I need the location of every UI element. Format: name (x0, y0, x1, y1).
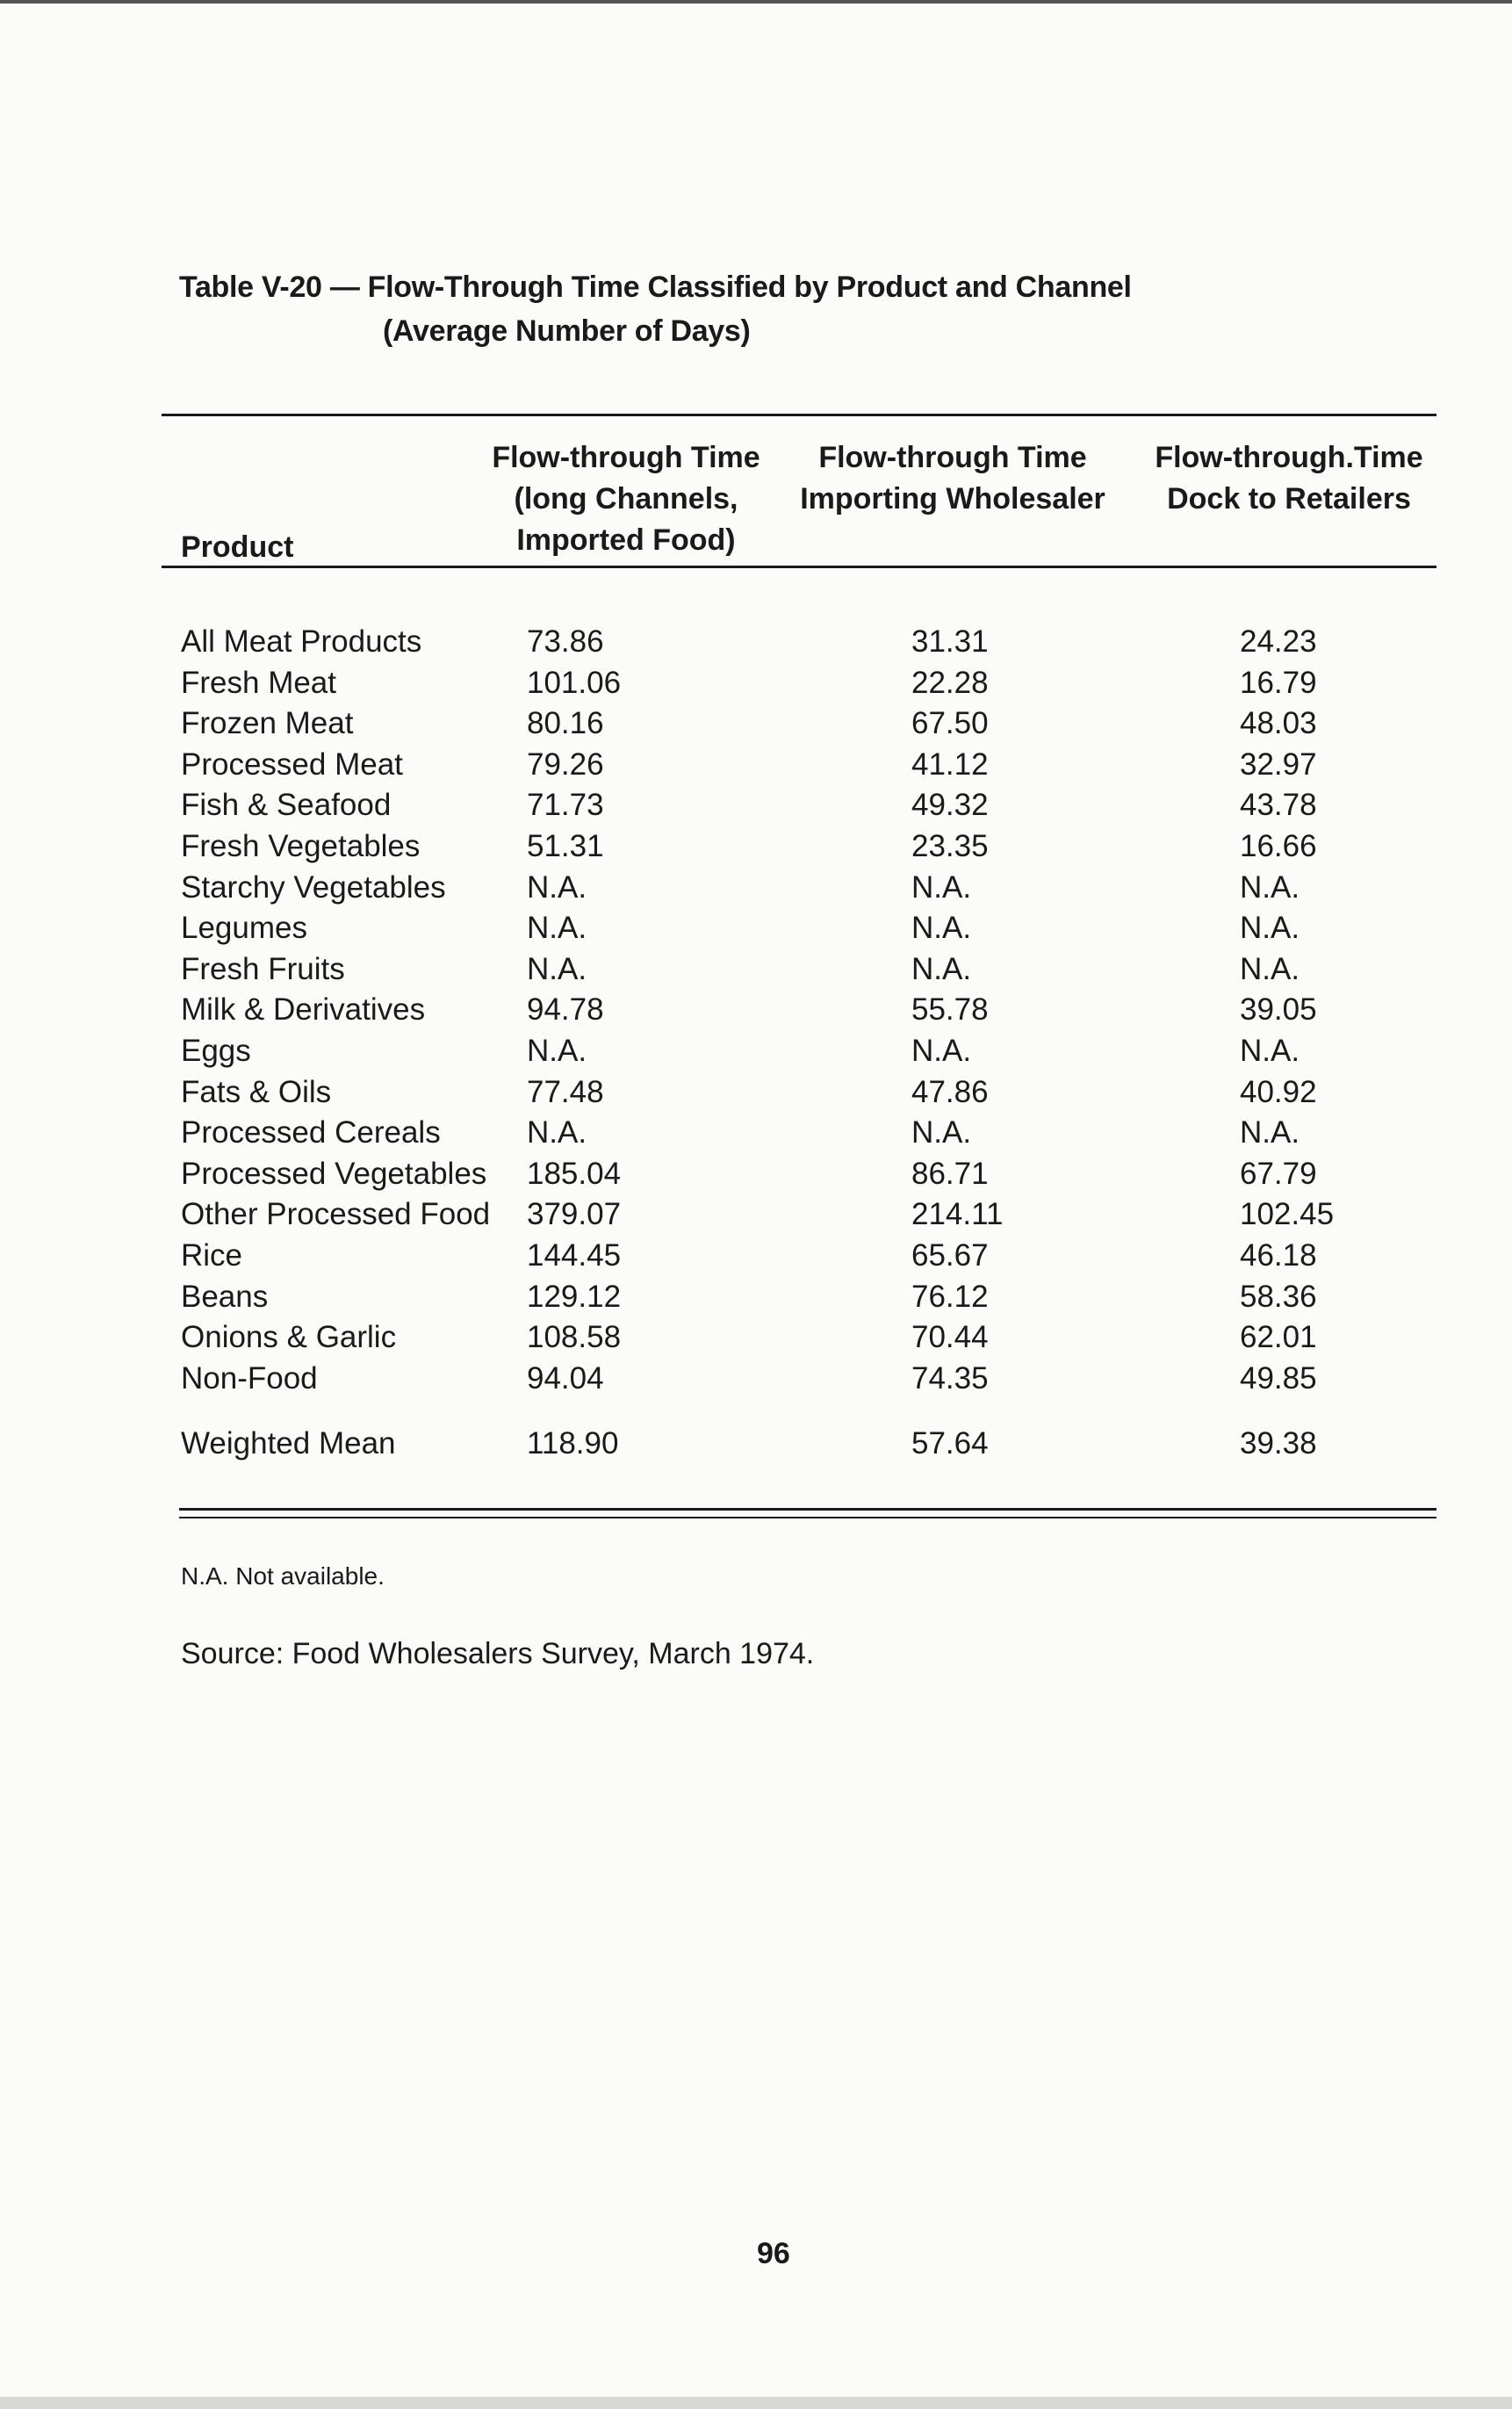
row-importing-wholesaler-value: N.A. (911, 1033, 972, 1068)
row-dock-to-retailers-value: 32.97 (1240, 747, 1317, 782)
row-dock-to-retailers-value: 16.79 (1240, 665, 1317, 700)
row-importing-wholesaler-value: N.A. (911, 951, 972, 986)
row-long-channels-value: 108.58 (527, 1320, 622, 1355)
row-importing-wholesaler-value: 67.50 (911, 706, 989, 741)
row-importing-wholesaler-value: 23.35 (911, 828, 989, 863)
row-importing-wholesaler-value: 31.31 (911, 624, 989, 659)
header-bottom-rule (162, 566, 1436, 568)
row-dock-to-retailers-value: N.A. (1240, 1115, 1300, 1150)
row-product: All Meat Products (181, 624, 422, 659)
row-dock-to-retailers-value: 62.01 (1240, 1320, 1317, 1355)
table-row (0, 990, 1512, 1031)
mean-label: Weighted Mean (181, 1426, 396, 1461)
table-row (0, 826, 1512, 868)
row-dock-to-retailers-value: 16.66 (1240, 828, 1317, 863)
page-number: 96 (757, 2237, 790, 2270)
table-row (0, 1359, 1512, 1400)
row-long-channels-value: 129.12 (527, 1279, 622, 1314)
row-importing-wholesaler-value: N.A. (911, 911, 972, 946)
row-importing-wholesaler-value: 76.12 (911, 1279, 989, 1314)
row-dock-to-retailers-value: 40.92 (1240, 1074, 1317, 1109)
row-importing-wholesaler-value: 55.78 (911, 992, 989, 1028)
row-product: Processed Cereals (181, 1115, 441, 1150)
row-long-channels-value: N.A. (527, 951, 587, 986)
row-product: Processed Meat (181, 747, 403, 782)
table-row (0, 1236, 1512, 1277)
row-product: Rice (181, 1237, 243, 1273)
mean-importing-wholesaler-value: 57.64 (911, 1426, 989, 1461)
row-long-channels-value: 77.48 (527, 1074, 604, 1109)
row-dock-to-retailers-value: 58.36 (1240, 1279, 1317, 1314)
row-dock-to-retailers-value: N.A. (1240, 951, 1300, 986)
row-dock-to-retailers-value: N.A. (1240, 869, 1300, 905)
table-row (0, 745, 1512, 786)
table-title-line2: (Average Number of Days) (383, 314, 751, 348)
table-row (0, 1194, 1512, 1236)
row-long-channels-value: 51.31 (527, 828, 604, 863)
header-col3-line1: Flow-through.Time (1155, 441, 1423, 474)
row-product: Fresh Fruits (181, 951, 345, 986)
row-product: Eggs (181, 1033, 251, 1068)
header-col1-line3: Imported Food) (516, 523, 736, 557)
weighted-mean-row (0, 1424, 1512, 1465)
table-row (0, 1154, 1512, 1195)
table-row (0, 663, 1512, 704)
row-importing-wholesaler-value: 22.28 (911, 665, 989, 700)
row-importing-wholesaler-value: 65.67 (911, 1237, 989, 1273)
header-long-channels (481, 437, 771, 561)
table-row (0, 1317, 1512, 1359)
table-row (0, 868, 1512, 909)
header-col3-line2: Dock to Retailers (1167, 482, 1411, 516)
header-col2-line1: Flow-through Time (818, 441, 1087, 474)
mean-dock-to-retailers-value: 39.38 (1240, 1426, 1317, 1461)
row-dock-to-retailers-value: 67.79 (1240, 1156, 1317, 1191)
table-row (0, 1031, 1512, 1072)
row-product: Fats & Oils (181, 1074, 332, 1109)
table-title-line1: Table V-20 — Flow-Through Time Classified by Product and Channel (179, 270, 1132, 304)
row-dock-to-retailers-value: 46.18 (1240, 1237, 1317, 1273)
row-long-channels-value: N.A. (527, 1033, 587, 1068)
row-long-channels-value: 73.86 (527, 624, 604, 659)
footnote-na: N.A. Not available. (181, 1562, 385, 1590)
table-row (0, 908, 1512, 949)
row-long-channels-value: 80.16 (527, 706, 604, 741)
page-bottom-edge (0, 2397, 1512, 2409)
table-row (0, 703, 1512, 745)
row-long-channels-value: 71.73 (527, 788, 604, 823)
row-long-channels-value: 101.06 (527, 665, 622, 700)
header-col1-line1: Flow-through Time (492, 441, 760, 474)
row-dock-to-retailers-value: 39.05 (1240, 992, 1317, 1028)
row-dock-to-retailers-value: 24.23 (1240, 624, 1317, 659)
row-long-channels-value: 94.78 (527, 992, 604, 1028)
row-long-channels-value: N.A. (527, 911, 587, 946)
page-top-edge (0, 0, 1512, 4)
table-title (179, 265, 1132, 353)
row-importing-wholesaler-value: N.A. (911, 869, 972, 905)
header-dock-to-retailers (1122, 437, 1456, 520)
table-bottom-rule (179, 1508, 1436, 1511)
header-col2-line2: Importing Wholesaler (800, 482, 1105, 516)
row-product: Legumes (181, 911, 307, 946)
table-row (0, 1113, 1512, 1154)
row-product: Beans (181, 1279, 269, 1314)
table-row (0, 785, 1512, 826)
row-product: Other Processed Food (181, 1197, 491, 1232)
row-dock-to-retailers-value: 48.03 (1240, 706, 1317, 741)
header-product: Product (181, 530, 294, 564)
mean-long-channels-value: 118.90 (527, 1426, 619, 1461)
row-dock-to-retailers-value: N.A. (1240, 911, 1300, 946)
row-importing-wholesaler-value: 214.11 (911, 1197, 1004, 1232)
table-row (0, 1277, 1512, 1318)
table-top-rule (162, 414, 1436, 416)
row-importing-wholesaler-value: 86.71 (911, 1156, 989, 1191)
row-long-channels-value: 144.45 (527, 1237, 622, 1273)
row-long-channels-value: 379.07 (527, 1197, 622, 1232)
table-body (0, 622, 1512, 1465)
row-product: Milk & Derivatives (181, 992, 426, 1028)
row-product: Frozen Meat (181, 706, 354, 741)
row-product: Fresh Vegetables (181, 828, 421, 863)
row-product: Non-Food (181, 1360, 318, 1396)
row-long-channels-value: 185.04 (527, 1156, 622, 1191)
row-dock-to-retailers-value: 43.78 (1240, 788, 1317, 823)
row-importing-wholesaler-value: 49.32 (911, 788, 989, 823)
header-importing-wholesaler (790, 437, 1115, 520)
row-importing-wholesaler-value: 70.44 (911, 1320, 989, 1355)
table-bottom-rule-double (179, 1517, 1436, 1518)
row-importing-wholesaler-value: N.A. (911, 1115, 972, 1150)
table-row (0, 622, 1512, 663)
header-col1-line2: (long Channels, (514, 482, 738, 516)
table-row (0, 949, 1512, 991)
row-long-channels-value: 94.04 (527, 1360, 604, 1396)
row-product: Onions & Garlic (181, 1320, 397, 1355)
row-long-channels-value: N.A. (527, 869, 587, 905)
row-product: Fish & Seafood (181, 788, 392, 823)
row-product: Processed Vegetables (181, 1156, 487, 1191)
row-dock-to-retailers-value: N.A. (1240, 1033, 1300, 1068)
row-importing-wholesaler-value: 47.86 (911, 1074, 989, 1109)
row-dock-to-retailers-value: 49.85 (1240, 1360, 1317, 1396)
row-product: Starchy Vegetables (181, 869, 446, 905)
row-product: Fresh Meat (181, 665, 336, 700)
table-row (0, 1072, 1512, 1114)
row-importing-wholesaler-value: 74.35 (911, 1360, 989, 1396)
row-dock-to-retailers-value: 102.45 (1240, 1197, 1335, 1232)
source-note: Source: Food Wholesalers Survey, March 1974. (181, 1637, 815, 1670)
row-long-channels-value: 79.26 (527, 747, 604, 782)
row-long-channels-value: N.A. (527, 1115, 587, 1150)
row-importing-wholesaler-value: 41.12 (911, 747, 989, 782)
